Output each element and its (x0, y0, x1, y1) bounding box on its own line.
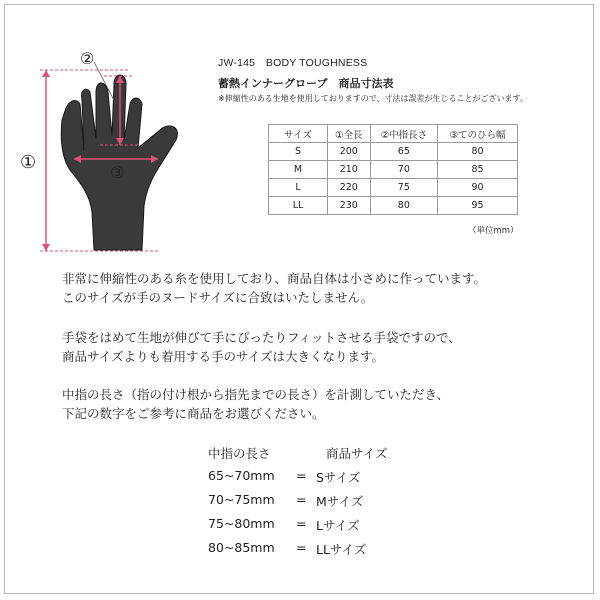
paragraph-stretch (62, 328, 461, 366)
table-cell: LL (269, 197, 328, 215)
size-table-header-row (269, 125, 518, 143)
table-cell: 220 (328, 179, 371, 197)
table-cell: 200 (328, 143, 371, 161)
glove-diagram (0, 0, 210, 262)
guide-equals: = (296, 540, 307, 555)
text-line: 商品サイズよりも着用する手のサイズは大きくなります。 (62, 349, 385, 364)
paragraph-fit (62, 269, 486, 307)
label-3: ③ (110, 163, 125, 182)
size-table-header: ①全長 (328, 125, 371, 143)
guide-size: LLサイズ (316, 542, 367, 557)
text-line: 非常に伸縮性のある糸を使用しており、商品自体は小さめに作っています。 (62, 271, 487, 286)
table-cell: 90 (438, 179, 518, 197)
table-row (269, 161, 518, 179)
unit-label: （単位mm） (468, 226, 519, 236)
guide-equals: = (296, 468, 307, 483)
size-table-header: ③てのひら幅 (438, 125, 518, 143)
guide-header-size: 商品サイズ (326, 446, 388, 461)
size-table-header: ②中指長さ (370, 125, 437, 143)
guide-range: 70~75mm (208, 492, 275, 507)
product-note: ※伸縮性のある生地を使用しておりますので、寸法は誤差が生じることがございます。 (218, 94, 528, 103)
table-cell: 210 (328, 161, 371, 179)
product-title: 蓄熱インナーグローブ 商品寸法表 (218, 77, 394, 90)
table-cell: 230 (328, 197, 371, 215)
text-line: 中指の長さ（指の付け根から指先までの長さ）を計測していただき、 (62, 387, 450, 402)
size-table (268, 124, 518, 215)
guide-range: 65~70mm (208, 468, 275, 483)
guide-equals: = (296, 492, 307, 507)
size-table-header: サイズ (269, 125, 328, 143)
paragraph-measure (62, 385, 449, 423)
guide-equals: = (296, 516, 307, 531)
product-code: JW-145 BODY TOUGHNESS (218, 57, 368, 69)
guide-size: Mサイズ (316, 494, 364, 509)
text-line: 手袋をはめて生地が伸びて手にぴったりフィットさせる手袋ですので、 (62, 330, 461, 345)
table-row (269, 197, 518, 215)
table-cell: 80 (438, 143, 518, 161)
guide-size: Lサイズ (316, 518, 360, 533)
label-2: ② (80, 49, 95, 68)
text-line: 下記の数字をご参考に商品をお選びください。 (62, 406, 325, 421)
guide-size: Sサイズ (316, 470, 361, 485)
guide-header-finger: 中指の長さ (208, 446, 271, 461)
label-1: ① (20, 152, 37, 173)
table-cell: 70 (370, 161, 437, 179)
table-row (269, 143, 518, 161)
table-cell: 95 (438, 197, 518, 215)
table-cell: M (269, 161, 328, 179)
guide-range: 75~80mm (208, 516, 275, 531)
table-cell: L (269, 179, 328, 197)
guide-range: 80~85mm (208, 540, 275, 555)
table-cell: 65 (370, 143, 437, 161)
table-cell: 75 (370, 179, 437, 197)
text-line: このサイズが手のヌードサイズに合致はいたしません。 (62, 290, 374, 305)
table-cell: 85 (438, 161, 518, 179)
table-cell: S (269, 143, 328, 161)
table-row (269, 179, 518, 197)
table-cell: 80 (370, 197, 437, 215)
product-header (218, 55, 528, 104)
